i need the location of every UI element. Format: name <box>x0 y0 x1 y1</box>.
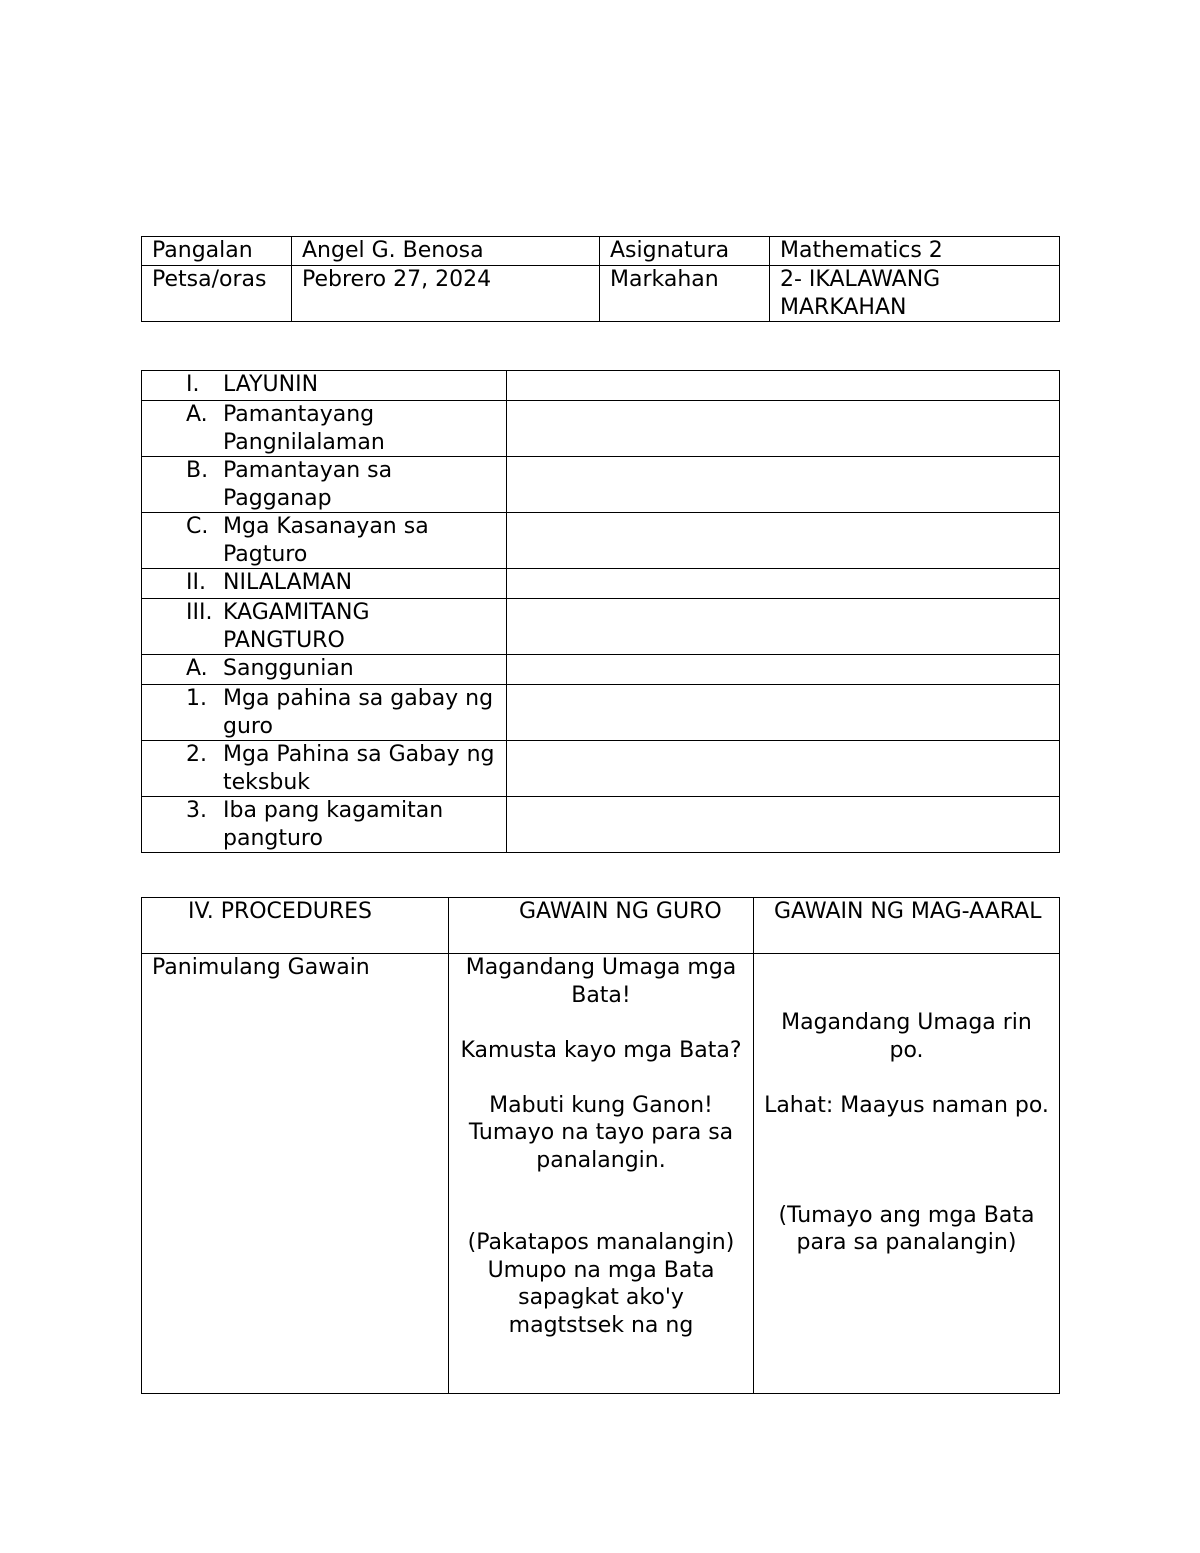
objective-item <box>142 599 507 655</box>
objective-number: 1. <box>186 686 207 711</box>
teacher-line: Mabuti kung Ganon! Tumayo na tayo para sa panalangin. <box>468 1092 734 1173</box>
objective-text: Mga Kasanayan sa Pagturo <box>223 514 429 567</box>
student-line <box>764 1064 1049 1092</box>
objective-item <box>142 401 507 457</box>
objective-number: I. <box>186 372 200 397</box>
teacher-line <box>459 1202 743 1230</box>
teacher-line <box>459 1064 743 1092</box>
student-line <box>764 954 1049 982</box>
student-activity-header: GAWAIN NG MAG-AARAL <box>754 898 1060 954</box>
table-row <box>142 513 1060 569</box>
objective-number: 2. <box>186 742 207 767</box>
procedures-header-row <box>142 898 1060 954</box>
value-markahan: 2- IKALAWANG MARKAHAN <box>770 266 1060 322</box>
objective-text: Pamantayang Pangnilalaman <box>223 402 385 455</box>
objective-text: Mga pahina sa gabay ng guro <box>223 686 494 739</box>
student-line: Lahat: Maayus naman po. <box>764 1092 1049 1118</box>
procedures-header: IV. PROCEDURES <box>142 898 449 954</box>
objective-item <box>142 371 507 401</box>
teacher-line <box>459 1009 743 1037</box>
student-line <box>764 1174 1049 1202</box>
table-row <box>142 266 1060 322</box>
objective-value <box>507 599 1060 655</box>
objective-item <box>142 569 507 599</box>
objective-value <box>507 797 1060 853</box>
objective-text: LAYUNIN <box>223 372 319 397</box>
label-pangalan: Pangalan <box>142 237 292 266</box>
teacher-line: Magandang Umaga mga Bata! <box>465 955 737 1008</box>
table-row <box>142 797 1060 853</box>
table-row <box>142 457 1060 513</box>
student-line <box>764 1119 1049 1147</box>
table-row <box>142 401 1060 457</box>
table-row <box>142 569 1060 599</box>
objectives-table <box>141 370 1060 853</box>
label-markahan: Markahan <box>600 266 770 322</box>
objective-value <box>507 513 1060 569</box>
objective-item <box>142 655 507 685</box>
teacher-line: (Pakatapos manalangin) Umupo na mga Bata sapagkat ako'y magtstsek na ng <box>467 1230 735 1338</box>
objective-item <box>142 685 507 741</box>
objective-number: 3. <box>186 798 207 823</box>
objective-text: KAGAMITANG PANGTURO <box>223 600 370 653</box>
label-petsa: Petsa/oras <box>142 266 292 322</box>
table-row <box>142 685 1060 741</box>
objective-number: A. <box>186 656 208 681</box>
objective-value <box>507 741 1060 797</box>
objective-item <box>142 457 507 513</box>
student-line <box>764 1147 1049 1175</box>
student-line: Magandang Umaga rin po. <box>781 1010 1032 1063</box>
table-row <box>142 599 1060 655</box>
objective-text: Sanggunian <box>223 656 354 681</box>
objective-text: NILALAMAN <box>223 570 353 595</box>
teacher-activity-cell <box>449 954 754 1394</box>
teacher-line <box>459 1174 743 1202</box>
objective-text: Pamantayan sa Pagganap <box>223 458 393 511</box>
value-asignatura: Mathematics 2 <box>770 237 1060 266</box>
procedures-row <box>142 954 1060 1394</box>
objective-text: Mga Pahina sa Gabay ng teksbuk <box>223 742 495 795</box>
procedure-label: Panimulang Gawain <box>142 954 449 1394</box>
objective-value <box>507 371 1060 401</box>
objective-number: A. <box>186 402 208 427</box>
objective-text: Iba pang kagamitan pangturo <box>223 798 444 851</box>
objective-value <box>507 655 1060 685</box>
objective-value <box>507 569 1060 599</box>
value-pangalan: Angel G. Benosa <box>292 237 600 266</box>
table-row <box>142 741 1060 797</box>
objective-number: II. <box>186 570 206 595</box>
table-row <box>142 655 1060 685</box>
objective-value <box>507 401 1060 457</box>
objective-item <box>142 797 507 853</box>
procedures-table <box>141 897 1060 1394</box>
table-row <box>142 371 1060 401</box>
teacher-activity-header: GAWAIN NG GURO <box>449 898 754 954</box>
objective-number: III. <box>186 600 213 625</box>
objective-number: C. <box>186 514 209 539</box>
table-row <box>142 237 1060 266</box>
student-line: (Tumayo ang mga Bata para sa panalangin) <box>778 1202 1035 1255</box>
objective-number: B. <box>186 458 209 483</box>
teacher-line: Kamusta kayo mga Bata? <box>460 1037 742 1063</box>
info-table <box>141 236 1060 322</box>
objective-value <box>507 685 1060 741</box>
objective-value <box>507 457 1060 513</box>
student-line <box>764 982 1049 1010</box>
student-activity-cell <box>754 954 1060 1394</box>
label-asignatura: Asignatura <box>600 237 770 266</box>
objective-item <box>142 513 507 569</box>
value-petsa: Pebrero 27, 2024 <box>292 266 600 322</box>
objective-item <box>142 741 507 797</box>
